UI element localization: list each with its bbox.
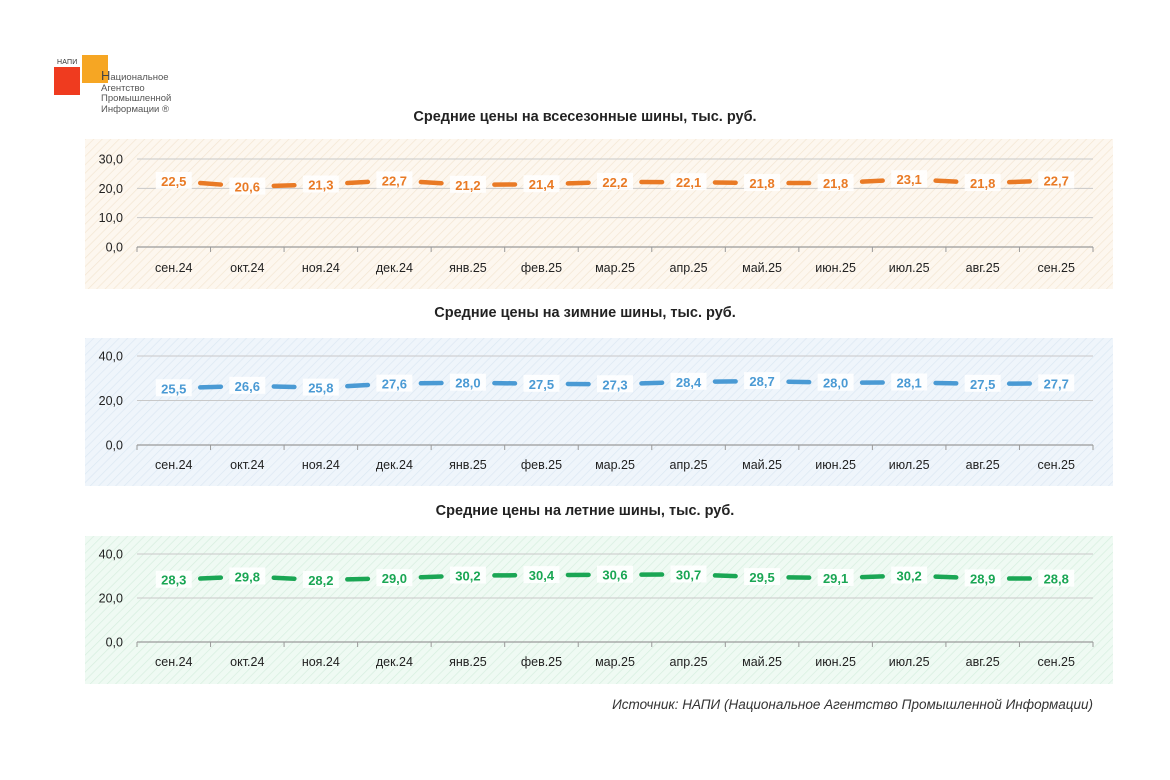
data-label: 27,6 bbox=[381, 376, 408, 392]
data-label: 21,8 bbox=[822, 176, 849, 192]
y-tick-label: 30,0 bbox=[98, 152, 123, 167]
data-label: 30,4 bbox=[528, 568, 555, 584]
x-tick-label: окт.24 bbox=[230, 655, 265, 669]
x-tick-label: сен.25 bbox=[1037, 655, 1075, 669]
data-label: 22,2 bbox=[602, 174, 628, 190]
y-tick-label: 20,0 bbox=[98, 181, 123, 196]
y-tick-label: 10,0 bbox=[98, 211, 123, 226]
data-label: 28,1 bbox=[896, 375, 922, 391]
data-label: 28,0 bbox=[455, 375, 481, 391]
data-label: 25,5 bbox=[161, 381, 187, 397]
x-tick-label: апр.25 bbox=[669, 655, 708, 669]
x-tick-label: мар.25 bbox=[595, 655, 635, 669]
data-label: 30,6 bbox=[602, 567, 628, 583]
data-label: 28,2 bbox=[308, 572, 334, 588]
x-tick-label: сен.24 bbox=[155, 261, 193, 275]
data-label: 28,8 bbox=[1043, 571, 1069, 587]
x-tick-label: сен.24 bbox=[155, 655, 193, 669]
series-line-segment bbox=[641, 383, 662, 384]
chart-title-summer: Средние цены на летние шины, тыс. руб. bbox=[435, 503, 735, 519]
logo-line4: Информации bbox=[101, 103, 160, 115]
x-tick-label: ноя.24 bbox=[301, 458, 340, 472]
logo-initial: Н bbox=[101, 68, 111, 83]
x-tick-label: дек.24 bbox=[375, 261, 413, 275]
data-label: 22,7 bbox=[381, 173, 408, 189]
data-label: 29,8 bbox=[234, 569, 260, 585]
data-label: 25,8 bbox=[308, 380, 334, 396]
x-tick-label: ноя.24 bbox=[301, 261, 340, 275]
data-label: 28,9 bbox=[970, 571, 996, 587]
series-line-segment bbox=[200, 578, 221, 579]
data-label: 21,4 bbox=[528, 177, 555, 193]
y-tick-label: 20,0 bbox=[98, 394, 123, 408]
x-tick-label: янв.25 bbox=[449, 655, 487, 669]
chart-title-winter: Средние цены на зимние шины, тыс. руб. bbox=[434, 305, 736, 321]
data-label: 22,7 bbox=[1043, 173, 1069, 189]
chart-title-allseason: Средние цены на всесезонные шины, тыс. руб. bbox=[413, 109, 757, 125]
x-tick-label: авг.25 bbox=[965, 261, 1000, 275]
x-tick-label: ноя.24 bbox=[301, 655, 340, 669]
x-tick-label: дек.24 bbox=[375, 458, 413, 472]
y-tick-label: 0,0 bbox=[105, 240, 123, 255]
data-label: 29,1 bbox=[822, 570, 849, 586]
x-tick-label: мар.25 bbox=[595, 261, 635, 275]
x-tick-label: апр.25 bbox=[669, 261, 708, 275]
series-line-segment bbox=[347, 385, 368, 386]
series-line-segment bbox=[936, 577, 957, 578]
series-line-segment bbox=[274, 185, 295, 186]
data-label: 22,1 bbox=[675, 175, 702, 191]
data-label: 28,7 bbox=[749, 374, 775, 390]
x-tick-label: янв.25 bbox=[449, 458, 487, 472]
x-tick-label: июл.25 bbox=[888, 458, 930, 472]
y-tick-label: 40,0 bbox=[98, 547, 123, 562]
data-label: 21,8 bbox=[970, 176, 996, 192]
series-line-segment bbox=[274, 578, 295, 579]
chart-allseason bbox=[0, 139, 1170, 291]
x-tick-label: июн.25 bbox=[815, 261, 856, 275]
logo-line3: Промышленной bbox=[101, 93, 172, 104]
y-tick-label: 0,0 bbox=[105, 438, 123, 453]
x-tick-label: май.25 bbox=[742, 458, 783, 472]
series-line-segment bbox=[421, 182, 442, 183]
data-label: 30,7 bbox=[675, 567, 702, 583]
data-label: 26,6 bbox=[234, 378, 260, 394]
logo-abbr: НАПИ bbox=[57, 59, 78, 66]
series-line-segment bbox=[715, 575, 736, 576]
x-tick-label: июн.25 bbox=[815, 655, 856, 669]
x-tick-label: фев.25 bbox=[520, 655, 563, 669]
x-tick-label: авг.25 bbox=[965, 655, 1000, 669]
y-tick-label: 20,0 bbox=[98, 591, 123, 606]
data-label: 22,5 bbox=[161, 174, 187, 189]
x-tick-label: мар.25 bbox=[595, 458, 635, 472]
y-tick-label: 40,0 bbox=[98, 349, 123, 364]
data-label: 29,5 bbox=[749, 570, 775, 586]
x-tick-label: фев.25 bbox=[520, 261, 563, 275]
x-tick-label: июл.25 bbox=[888, 261, 930, 275]
logo-line2: Агентство bbox=[101, 82, 145, 94]
data-label: 21,8 bbox=[749, 176, 775, 192]
x-tick-label: янв.25 bbox=[449, 261, 487, 275]
data-label: 28,3 bbox=[161, 572, 187, 588]
x-tick-label: дек.24 bbox=[375, 655, 413, 669]
data-label: 27,3 bbox=[602, 377, 628, 393]
series-line-segment bbox=[200, 183, 221, 185]
x-tick-label: июл.25 bbox=[888, 655, 930, 669]
data-label: 27,7 bbox=[1043, 376, 1069, 392]
source-note: Источник: НАПИ (Национальное Агентство Промышленной Информации) bbox=[612, 697, 1093, 712]
series-line-segment bbox=[200, 387, 221, 388]
series-line-segment bbox=[347, 182, 368, 183]
data-label: 28,0 bbox=[822, 375, 849, 391]
logo-red-square bbox=[54, 67, 80, 95]
series-line-segment bbox=[1009, 181, 1030, 182]
data-label: 21,2 bbox=[455, 177, 481, 193]
data-label: 30,2 bbox=[896, 568, 922, 584]
data-label: 23,1 bbox=[896, 172, 922, 188]
series-line-segment bbox=[936, 181, 957, 182]
x-tick-label: авг.25 bbox=[965, 458, 1000, 472]
x-tick-label: июн.25 bbox=[815, 458, 856, 472]
x-tick-label: окт.24 bbox=[230, 458, 265, 472]
series-line-segment bbox=[862, 181, 883, 182]
series-line-segment bbox=[862, 576, 883, 577]
logo-mark: ® bbox=[161, 103, 169, 115]
x-tick-label: апр.25 bbox=[669, 458, 708, 472]
x-tick-label: сен.24 bbox=[155, 458, 193, 472]
x-tick-label: фев.25 bbox=[520, 458, 563, 472]
chart-winter bbox=[0, 338, 1170, 488]
x-tick-label: сен.25 bbox=[1037, 458, 1075, 472]
x-tick-label: май.25 bbox=[742, 655, 783, 669]
data-label: 27,5 bbox=[970, 376, 996, 392]
logo-line1: ациональное bbox=[110, 72, 169, 83]
data-label: 30,2 bbox=[455, 568, 481, 584]
x-tick-label: окт.24 bbox=[230, 261, 265, 275]
series-line-segment bbox=[421, 577, 442, 578]
data-label: 28,4 bbox=[675, 374, 702, 390]
data-label: 21,3 bbox=[308, 177, 334, 193]
chart-summer bbox=[0, 536, 1170, 686]
x-tick-label: сен.25 bbox=[1037, 261, 1075, 275]
x-tick-label: май.25 bbox=[742, 261, 783, 275]
series-line-segment bbox=[568, 183, 589, 184]
y-tick-label: 0,0 bbox=[105, 635, 123, 650]
data-label: 29,0 bbox=[381, 571, 408, 587]
data-label: 27,5 bbox=[528, 376, 555, 392]
data-label: 20,6 bbox=[234, 179, 260, 195]
